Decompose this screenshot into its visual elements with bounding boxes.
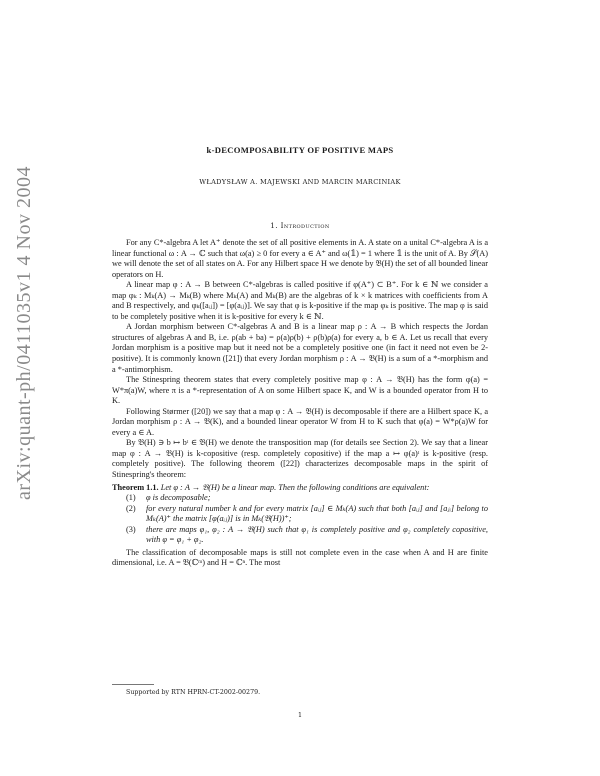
condition-number: (3) bbox=[126, 524, 136, 534]
theorem-condition-item bbox=[126, 493, 488, 504]
paragraph-stinespring: The Stinespring theorem states that every completely positive map φ : A → 𝔅(H) has the form φ(a) = W*π(a)W, where π is a *-representation of A on some Hilbert space K, and W is a bounded operator from H to K. bbox=[112, 375, 488, 406]
paragraph-states: For any C*-algebra A let A⁺ denote the set of all positive elements in A. A state on a unital C*-algebra A is a linear functional ω : A → ℂ such that ω(a) ≥ 0 for every a ∈ A⁺ and ω(𝟙) = 1 where 𝟙 is the unit of A. By 𝒮(A) we will denote the set of all states on A. For any Hilbert space H we denote by 𝔅(H) the set of all bounded linear operators on H. bbox=[112, 238, 488, 279]
footnote: Supported by RTN HPRN-CT-2002-00279. bbox=[126, 689, 261, 696]
theorem-condition-item bbox=[126, 504, 488, 525]
paragraph-positive-maps: A linear map φ : A → B between C*-algebras is called positive if φ(A⁺) ⊂ B⁺. For k ∈ ℕ we consider a map φₖ : Mₖ(A) → Mₖ(B) where Mₖ(A) and Mₖ(B) are the algebras of k × k matrices with coefficients from A and B respectively, and φₖ([aᵢⱼ]) = [φ(aᵢⱼ)]. We say that φ is k-positive if the map φₖ is positive. The map φ is said to be completely positive when it is k-positive for every k ∈ ℕ. bbox=[112, 280, 488, 321]
theorem-conditions bbox=[112, 493, 488, 546]
paragraph-classification: The classification of decomposable maps is still not complete even in the case when A and H are finite dimensional, i.e. A = 𝔅(ℂᵐ) and H = ℂⁿ. The most bbox=[112, 547, 488, 568]
theorem-1-1 bbox=[112, 483, 488, 494]
body-text bbox=[112, 238, 488, 569]
theorem-condition-item bbox=[126, 525, 488, 546]
condition-text: for every natural number k and for every matrix [aᵢⱼ] ∈ Mₖ(A) such that both [aᵢⱼ] and [aⱼᵢ] belong to Mₖ(A)⁺ the matrix [φ(aᵢⱼ)] is in Mₖ(𝔅(H))⁺; bbox=[146, 503, 488, 524]
arxiv-side-label: arXiv:quant-ph/0411035v1 4 Nov 2004 bbox=[13, 166, 35, 500]
paragraph-copositive: By 𝔅(H) ∋ b ↦ bᵗ ∈ 𝔅(H) we denote the transposition map (for details see Section 2). We say that a linear map φ : A → 𝔅(H) is k-copositive (resp. completely copositive) if the map a ↦ φ(a)ᵗ is k-positive (resp. completely positive). The following theorem ([22]) characterizes decomposable maps in the spirit of Stinespring's theorem: bbox=[112, 438, 488, 480]
section-heading bbox=[112, 221, 488, 230]
condition-number: (1) bbox=[126, 493, 136, 503]
theorem-statement: Let φ : A → 𝔅(H) be a linear map. Then the following conditions are equivalent: bbox=[160, 482, 430, 492]
condition-text: φ is decomposable; bbox=[146, 493, 211, 503]
paragraph-decomposable: Following Størmer ([20]) we say that a map φ : A → 𝔅(H) is decomposable if there are a Hilbert space K, a Jordan morphism ρ : A → 𝔅(K), and a bounded linear operator W from H to K such that φ(a) = W*ρ(a)W for every a ∈ A. bbox=[112, 406, 488, 437]
condition-text: there are maps φ₁, φ₂ : A → 𝔅(H) such that φ₁ is completely positive and φ₂ completely copositive, with φ = φ₁ + φ₂. bbox=[146, 524, 488, 545]
paragraph-jordan-morphism: A Jordan morphism between C*-algebras A and B is a linear map ρ : A → B which respects the Jordan structures of algebras A and B, i.e. ρ(ab + ba) = ρ(a)ρ(b) + ρ(b)ρ(a) for every a, b ∈ A. Let us recall that every Jordan morphism is a positive map but it need not be a completely positive one (in fact it need not even be 2-positive). It is commonly known ([21]) that every Jordan morphism ρ : A → 𝔅(H) is a sum of a *-morphism and a *-antimorphism. bbox=[112, 322, 488, 374]
theorem-label: Theorem 1.1. bbox=[112, 482, 159, 492]
footnote-rule bbox=[112, 684, 154, 685]
paper-authors: WŁADYSŁAW A. MAJEWSKI AND MARCIN MARCINIAK bbox=[199, 178, 401, 186]
paper-title: k-DECOMPOSABILITY OF POSITIVE MAPS bbox=[206, 145, 394, 155]
condition-number: (2) bbox=[126, 503, 136, 513]
page-number: 1 bbox=[297, 712, 302, 719]
section-name: Introduction bbox=[280, 221, 330, 230]
section-number: 1. bbox=[270, 221, 281, 230]
